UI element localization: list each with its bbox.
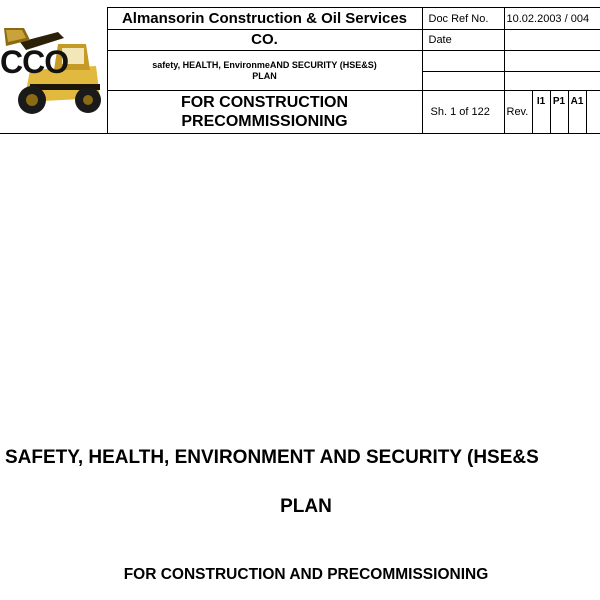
company-name-line2: CO.: [107, 30, 422, 51]
for-construction-line1: FOR CONSTRUCTION: [180, 94, 349, 111]
doc-ref-value: 10.02.2003 / 004: [504, 8, 600, 30]
revision-label: Rev.: [504, 91, 532, 134]
sheet-number: Sh. 1 of 122: [422, 91, 504, 134]
document-plan-title: PLAN: [280, 496, 332, 517]
document-main-title: SAFETY, HEALTH, ENVIRONMENT AND SECURITY (HSE&S: [5, 447, 539, 468]
plan-title-line2: PLAN: [252, 70, 277, 81]
revision-code-p1: P1: [550, 91, 568, 134]
blank-cell: [422, 51, 504, 72]
company-name-line1: Almansorin Construction & Oil Services: [107, 8, 422, 30]
document-subtitle: FOR CONSTRUCTION AND PRECOMMISSIONING: [123, 566, 489, 583]
blank-cell: [504, 72, 600, 91]
date-value: [504, 30, 600, 51]
logo-cell: [0, 8, 107, 134]
blank-cell: [586, 91, 600, 134]
date-label: Date: [422, 30, 504, 51]
plan-title-cell: [107, 51, 422, 91]
plan-title-line1: safety, HEALTH, EnvironmeAND SECURITY (HSE&S): [152, 59, 377, 70]
doc-ref-label: Doc Ref No.: [422, 8, 504, 30]
document-header-table: [0, 7, 600, 134]
for-construction-cell: [107, 91, 422, 134]
logo-text: CCO: [0, 44, 69, 81]
blank-cell: [504, 51, 600, 72]
revision-code-i1: I1: [532, 91, 550, 134]
revision-code-a1: A1: [568, 91, 586, 134]
blank-cell: [422, 72, 504, 91]
company-logo: [0, 26, 107, 114]
for-construction-line2: PRECOMMISSIONING: [181, 113, 348, 130]
